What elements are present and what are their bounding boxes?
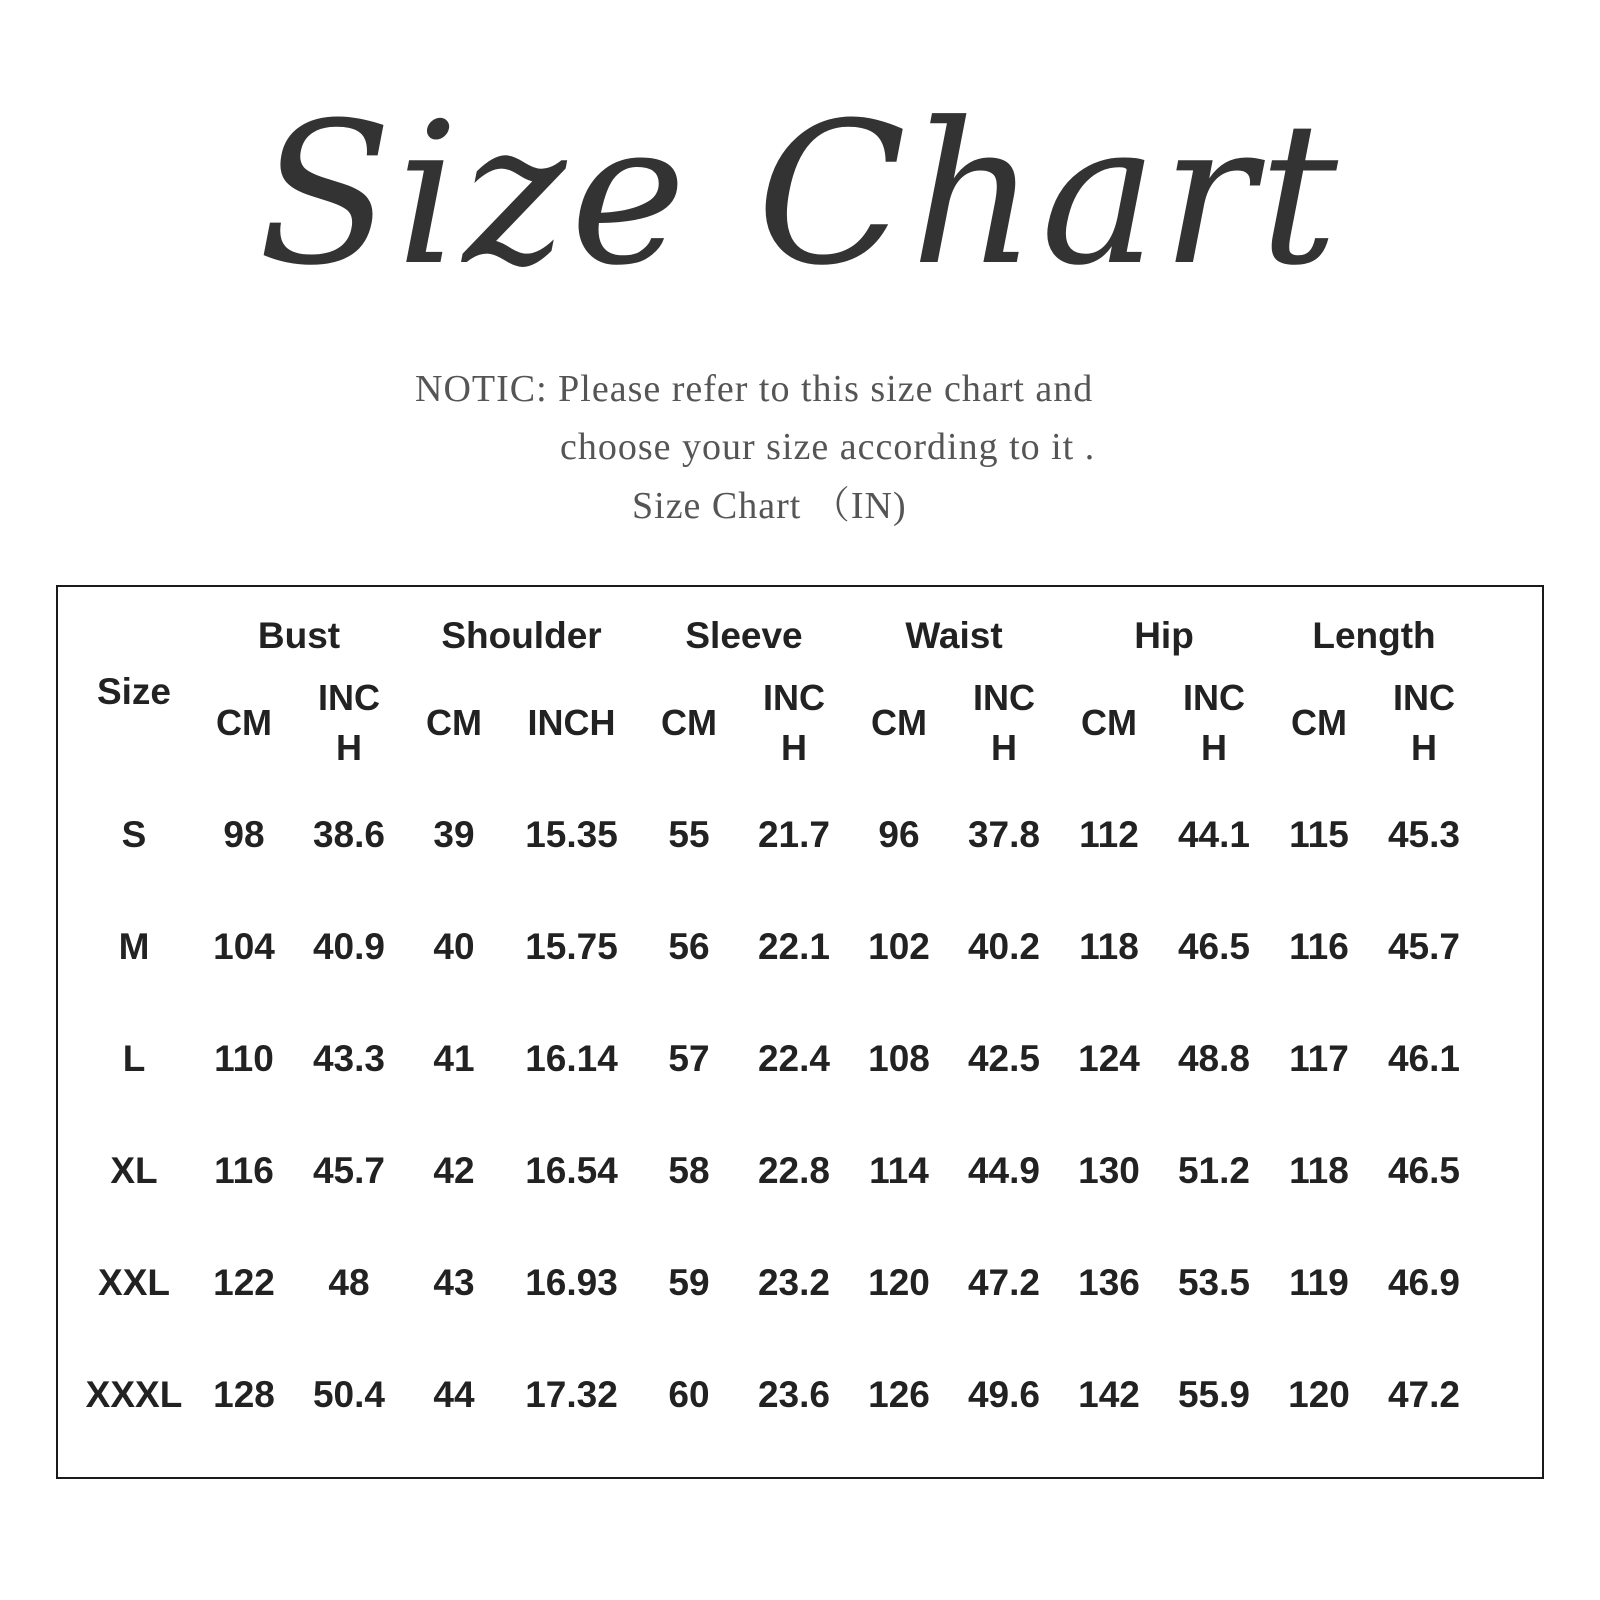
unit-header-hip-inch: INCH bbox=[1183, 676, 1245, 768]
measurement-cell: 98 bbox=[223, 814, 265, 855]
measurement-cell: 17.32 bbox=[525, 1374, 618, 1415]
size-label: S bbox=[121, 814, 147, 855]
measurement-cell: 41 bbox=[433, 1038, 475, 1079]
size-table-frame bbox=[56, 585, 1544, 1479]
measurement-cell: 128 bbox=[213, 1374, 275, 1415]
measurement-cell: 43 bbox=[433, 1262, 475, 1303]
measurement-cell: 16.93 bbox=[525, 1262, 618, 1303]
size-label: XL bbox=[110, 1150, 158, 1191]
table-row bbox=[74, 1339, 1479, 1451]
measurement-cell: 102 bbox=[868, 926, 930, 967]
measurement-cell: 15.35 bbox=[525, 814, 618, 855]
notice-line-2: choose your size according to it . bbox=[560, 426, 1096, 468]
size-label: XXL bbox=[98, 1262, 170, 1303]
measurement-cell: 60 bbox=[668, 1374, 710, 1415]
size-label: XXXL bbox=[85, 1374, 183, 1415]
unit-header-shoulder-inch: INCH bbox=[527, 701, 616, 743]
table-row bbox=[74, 1115, 1479, 1227]
unit-header-waist-inch: INCH bbox=[973, 676, 1035, 768]
unit-header-hip-cm: CM bbox=[1081, 701, 1137, 743]
measurement-cell: 40.9 bbox=[312, 926, 385, 967]
measurement-cell: 119 bbox=[1289, 1262, 1349, 1303]
measurement-cell: 47.2 bbox=[1387, 1374, 1460, 1415]
measurement-cell: 96 bbox=[878, 814, 920, 855]
measurement-cell: 104 bbox=[213, 926, 275, 967]
measurement-cell: 118 bbox=[1079, 926, 1139, 967]
table-row bbox=[74, 891, 1479, 1003]
column-group-shoulder: Shoulder bbox=[441, 615, 602, 656]
measurement-cell: 51.2 bbox=[1177, 1150, 1250, 1191]
column-group-length: Length bbox=[1312, 615, 1436, 656]
unit-header-length-inch: INCH bbox=[1393, 676, 1455, 768]
measurement-cell: 46.5 bbox=[1177, 926, 1250, 967]
measurement-cell: 58 bbox=[668, 1150, 710, 1191]
table-row bbox=[74, 1003, 1479, 1115]
unit-header-sleeve-cm: CM bbox=[661, 701, 717, 743]
measurement-cell: 57 bbox=[668, 1038, 710, 1079]
measurement-cell: 21.7 bbox=[757, 814, 830, 855]
table-caption: Size Chart （IN) bbox=[632, 485, 907, 527]
measurement-cell: 23.6 bbox=[757, 1374, 830, 1415]
measurement-cell: 40 bbox=[433, 926, 475, 967]
measurement-cell: 45.7 bbox=[312, 1150, 385, 1191]
measurement-cell: 46.5 bbox=[1387, 1150, 1460, 1191]
measurement-cell: 124 bbox=[1078, 1038, 1140, 1079]
notice-line-1: NOTIC: Please refer to this size chart and bbox=[415, 368, 1094, 410]
measurement-cell: 48 bbox=[328, 1262, 370, 1303]
measurement-cell: 56 bbox=[668, 926, 710, 967]
size-chart-title: Size Chart bbox=[257, 81, 1343, 309]
measurement-cell: 120 bbox=[868, 1262, 930, 1303]
size-label: M bbox=[118, 926, 150, 967]
measurement-cell: 120 bbox=[1288, 1374, 1350, 1415]
measurement-cell: 130 bbox=[1078, 1150, 1140, 1191]
measurement-cell: 118 bbox=[1289, 1150, 1349, 1191]
measurement-cell: 44.9 bbox=[967, 1150, 1040, 1191]
measurement-cell: 39 bbox=[433, 814, 475, 855]
measurement-cell: 16.14 bbox=[525, 1038, 618, 1079]
measurement-cell: 23.2 bbox=[757, 1262, 830, 1303]
header-unit-row bbox=[74, 667, 1479, 779]
size-table-body bbox=[74, 779, 1479, 1451]
size-table bbox=[74, 605, 1479, 1451]
column-group-bust: Bust bbox=[257, 615, 341, 656]
column-group-hip: Hip bbox=[1134, 615, 1194, 656]
measurement-cell: 16.54 bbox=[525, 1150, 618, 1191]
measurement-cell: 22.1 bbox=[757, 926, 830, 967]
measurement-cell: 48.8 bbox=[1177, 1038, 1250, 1079]
measurement-cell: 112 bbox=[1079, 814, 1139, 855]
measurement-cell: 115 bbox=[1289, 814, 1349, 855]
measurement-cell: 37.8 bbox=[967, 814, 1040, 855]
header-group-row bbox=[74, 605, 1479, 667]
size-header: Size bbox=[96, 671, 172, 712]
unit-header-shoulder-cm: CM bbox=[426, 701, 482, 743]
measurement-cell: 55 bbox=[668, 814, 710, 855]
measurement-cell: 45.3 bbox=[1387, 814, 1460, 855]
measurement-cell: 22.4 bbox=[757, 1038, 830, 1079]
column-group-sleeve: Sleeve bbox=[685, 615, 803, 656]
measurement-cell: 122 bbox=[213, 1262, 275, 1303]
measurement-cell: 43.3 bbox=[312, 1038, 385, 1079]
unit-header-sleeve-inch: INCH bbox=[763, 676, 825, 768]
measurement-cell: 42.5 bbox=[967, 1038, 1040, 1079]
measurement-cell: 110 bbox=[214, 1038, 274, 1079]
measurement-cell: 40.2 bbox=[967, 926, 1040, 967]
unit-header-waist-cm: CM bbox=[871, 701, 927, 743]
measurement-cell: 38.6 bbox=[312, 814, 385, 855]
size-label: L bbox=[122, 1038, 146, 1079]
measurement-cell: 117 bbox=[1289, 1038, 1349, 1079]
measurement-cell: 126 bbox=[868, 1374, 930, 1415]
measurement-cell: 136 bbox=[1078, 1262, 1140, 1303]
measurement-cell: 142 bbox=[1078, 1374, 1140, 1415]
measurement-cell: 116 bbox=[214, 1150, 274, 1191]
measurement-cell: 46.1 bbox=[1387, 1038, 1460, 1079]
unit-header-bust-cm: CM bbox=[216, 701, 272, 743]
measurement-cell: 114 bbox=[869, 1150, 929, 1191]
measurement-cell: 47.2 bbox=[967, 1262, 1040, 1303]
measurement-cell: 53.5 bbox=[1177, 1262, 1250, 1303]
measurement-cell: 46.9 bbox=[1387, 1262, 1460, 1303]
measurement-cell: 116 bbox=[1289, 926, 1349, 967]
measurement-cell: 44.1 bbox=[1177, 814, 1250, 855]
unit-header-bust-inch: INCH bbox=[318, 676, 380, 768]
column-group-waist: Waist bbox=[905, 615, 1003, 656]
measurement-cell: 22.8 bbox=[757, 1150, 830, 1191]
measurement-cell: 42 bbox=[433, 1150, 475, 1191]
unit-header-length-cm: CM bbox=[1291, 701, 1347, 743]
measurement-cell: 15.75 bbox=[525, 926, 618, 967]
measurement-cell: 50.4 bbox=[312, 1374, 385, 1415]
measurement-cell: 49.6 bbox=[967, 1374, 1040, 1415]
table-row bbox=[74, 1227, 1479, 1339]
table-row bbox=[74, 779, 1479, 891]
measurement-cell: 59 bbox=[668, 1262, 710, 1303]
measurement-cell: 108 bbox=[868, 1038, 930, 1079]
measurement-cell: 55.9 bbox=[1177, 1374, 1250, 1415]
measurement-cell: 45.7 bbox=[1387, 926, 1460, 967]
measurement-cell: 44 bbox=[433, 1374, 475, 1415]
